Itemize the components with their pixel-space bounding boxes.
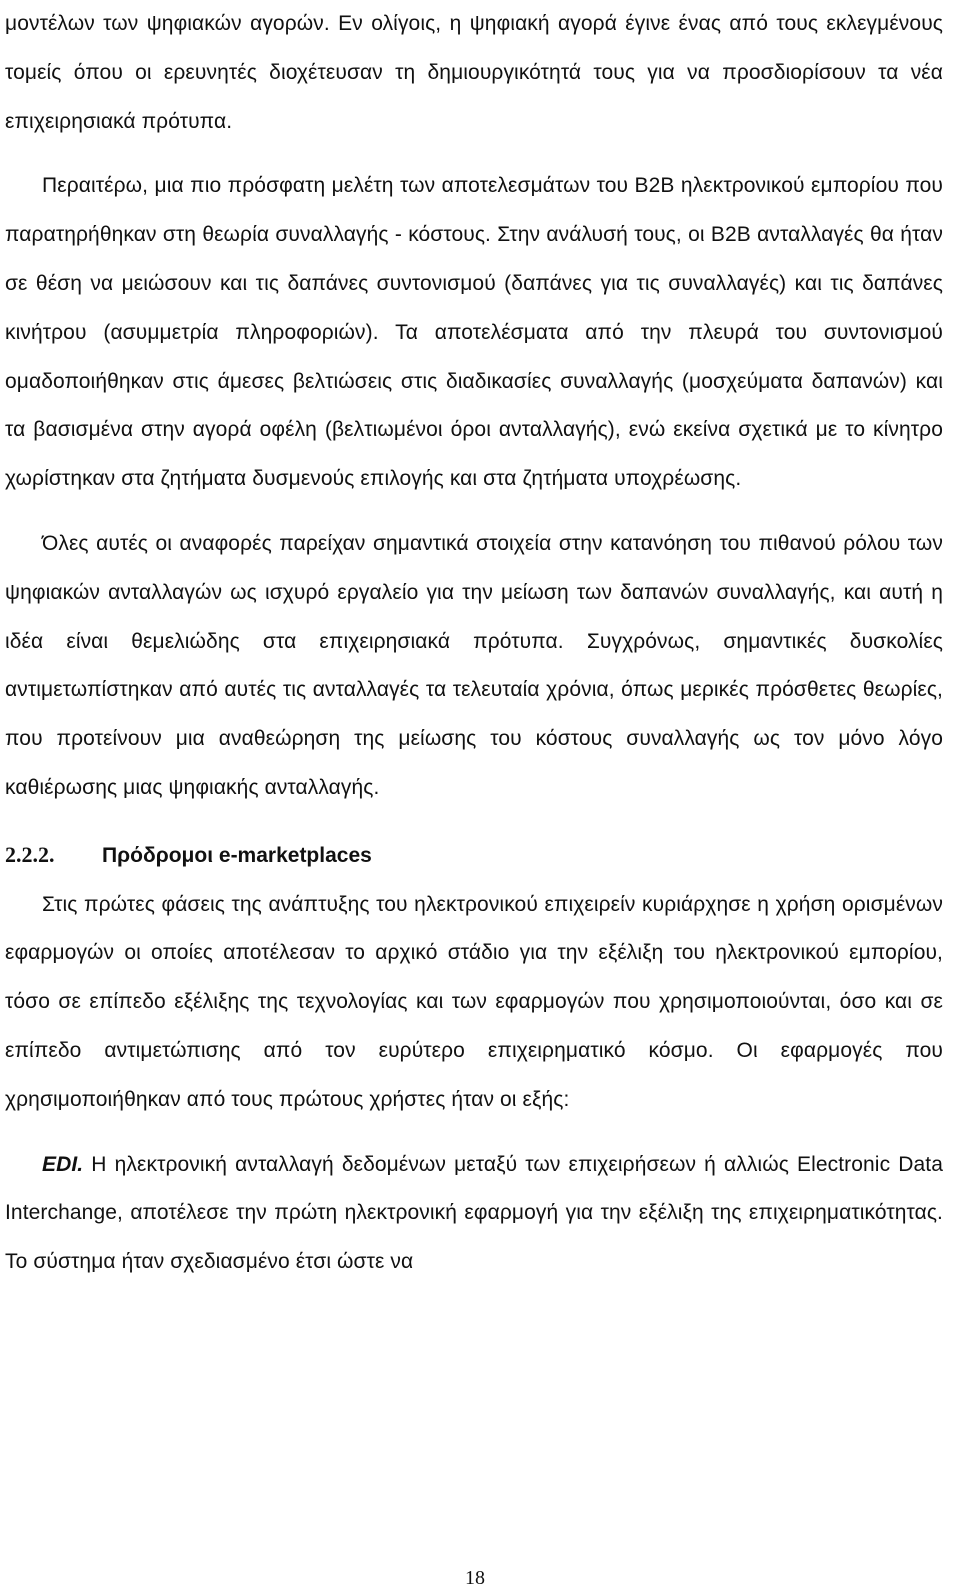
paragraph-digital-exchanges: Όλες αυτές οι αναφορές παρείχαν σημαντικά στοιχεία στην κατανόηση του πιθανού ρόλου των ψηφιακών ανταλλαγών ως ισχυρό εργαλείο για την μείωση των δαπανών συναλλαγής, και αυτή η ιδέα είναι θεμελιώδης στα επιχειρησιακά πρότυπα. Συγχρόνως, σημαντικές δυσκολίες αντιμετωπίστηκαν από αυτές τις ανταλλαγές τα τελευταία χρόνια, όπως μερικές πρόσθετες θεωρίες, που προτείνουν μια αναθεώρηση της μείωσης του κόστους συναλλαγής ως τον μόνο λόγο καθιέρωσης μιας ψηφιακής ανταλλαγής. [5,531,943,799]
edi-term: EDI. [42,1152,84,1176]
paragraph-digital-markets: μοντέλων των ψηφιακών αγορών. Εν ολίγοις, η ψηφιακή αγορά έγινε ένας από τους εκλεγμένους τομείς όπου οι ερευνητές διοχέτευσαν τη δημιουργικότητά τους για να προσδιορίσουν τα νέα επιχειρησιακά πρότυπα. [5,12,943,133]
section-number: 2.2.2. [5,841,55,867]
page-number: 18 [465,1567,485,1589]
edi-description: Η ηλεκτρονική ανταλλαγή δεδομένων μεταξύ των επιχειρήσεων ή αλλιώς Electronic Data Interchange, αποτέλεσε την πρώτη ηλεκτρονική εφαρμογή για την εξέλιξη της επιχειρηματικότητας. Το σύστημα ήταν σχεδιασμένο έτσι ώστε να [5,1152,943,1274]
section-title: Πρόδρομοι e-marketplaces [102,843,372,867]
paragraph-edi [5,1141,943,1287]
paragraph-b2b-transaction-cost: Περαιτέρω, μια πιο πρόσφατη μελέτη των αποτελεσμάτων του B2B ηλεκτρονικού εμπορίου που παρατηρήθηκαν στη θεωρία συναλλαγής - κόστους. Στην ανάλυσή τους, οι B2B ανταλλαγές θα ήταν σε θέση να μειώσουν και τις δαπάνες συντονισμού (δαπάνες για τις συναλλαγές) και τις δαπάνες κινήτρου (ασυμμετρία πληροφοριών). Τα αποτελέσματα από την πλευρά του συντονισμού ομαδοποιήθηκαν στις άμεσες βελτιώσεις στις διαδικασίες συναλλαγής (μοσχεύματα δαπανών) και τα βασισμένα στην αγορά οφέλη (βελτιωμένοι όροι ανταλλαγής), ενώ εκείνα σχετικά με το κίνητρο χωρίστηκαν στα ζητήματα δυσμενούς επιλογής και στα ζητήματα υποχρέωσης. [5,174,944,491]
document-page [5,0,943,1287]
section-heading [5,831,943,881]
paragraph-early-applications: Στις πρώτες φάσεις της ανάπτυξης του ηλεκτρονικού επιχειρείν κυριάρχησε η χρήση ορισμένων εφαρμογών οι οποίες αποτέλεσαν το αρχικό στάδιο για την εξέλιξη του ηλεκτρονικού εμπορίου, τόσο σε επίπεδο εξέλιξης της τεχνολογίας και των εφαρμογών που χρησιμοποιούνται, όσο και σε επίπεδο αντιμετώπισης από τον ευρύτερο επιχειρηματικό κόσμο. Οι εφαρμογές που χρησιμοποιήθηκαν από τους πρώτους χρήστες ήταν οι εξής: [5,892,943,1111]
